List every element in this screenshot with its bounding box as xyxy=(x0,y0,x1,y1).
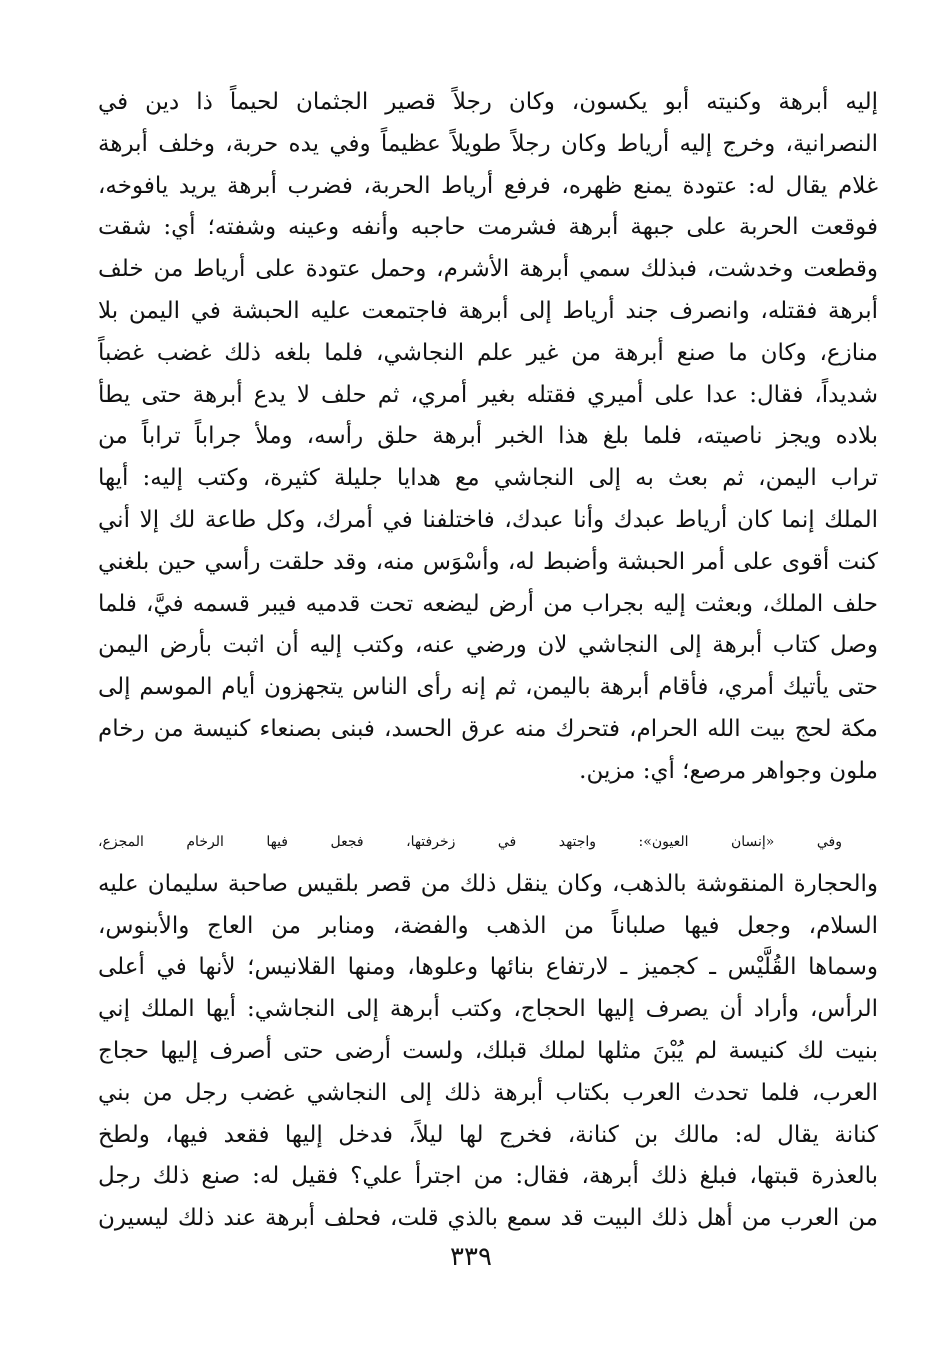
text-line: من العرب من أهل ذلك البيت قد سمع بالذي قلت، فحلف أبرهة عند ذلك ليسيرن xyxy=(98,1205,878,1232)
text-line: بلاده ويجز ناصيته، فلما بلغ هذا الخبر أبرهة حلق رأسه، وملأ جراباً تراباً من xyxy=(98,423,878,450)
paragraph-2 xyxy=(98,822,878,1240)
text-line: وسماها القُلَّيْس ـ كجميز ـ لارتفاع بنائها وعلوها، ومنها القلانيس؛ لأنها في أعلى xyxy=(98,954,878,981)
text-line: النصرانية، وخرج إليه أرياط وكان رجلاً طويلاً عظيماً وفي يده حربة، وخلف أبرهة xyxy=(98,130,878,157)
text-line: وصل كتاب أبرهة إلى النجاشي لان ورضي عنه، وكتب إليه أن اثبت بأرض اليمن xyxy=(98,632,878,659)
text-line: وقطعت وخدشت، فبذلك سمي أبرهة الأشرم، وحمل عتودة على أرياط من خلف xyxy=(98,256,878,283)
text-line: كنانة يقال له: مالك بن كنانة، فخرج لها ليلاً، فدخل إليها فقعد فيها، ولطخ xyxy=(98,1121,878,1148)
text-line: شديداً، فقال: عدا على أميري فقتله بغير أمري، ثم حلف لا يدع أبرهة حتى يطأ xyxy=(98,381,878,408)
paragraph-1 xyxy=(98,82,878,793)
page-number: ٣٣٩ xyxy=(450,1242,492,1272)
text-line: الملك إنما كان أرياط عبدك وأنا عبدك، فاختلفنا في أمرك، وكل طاعة لك إلا أني xyxy=(98,506,878,533)
text-line: تراب اليمن، ثم بعث به إلى النجاشي مع هدايا جليلة كثيرة، وكتب إليه: أيها xyxy=(98,465,878,492)
text-line: الرأس، وأراد أن يصرف إليها الحجاج، وكتب أبرهة إلى النجاشي: أيها الملك إني xyxy=(98,996,878,1023)
text-line: إليه أبرهة وكنيته أبو يكسون، وكان رجلاً قصير الجثمان لحيماً ذا دين في xyxy=(98,89,878,115)
text-line: كنت أقوى على أمر الحبشة وأضبط له، وأسْوَس منه، وقد حلقت رأسي حين بلغني xyxy=(98,548,878,575)
text-line: مكة لحج بيت الله الحرام، فتحرك منه عرق الحسد، فبنى بصنعاء كنيسة من رخام xyxy=(98,715,878,742)
text-line: بالعذرة قبتها، فبلغ ذلك أبرهة، فقال: من اجترأ علي؟ فقيل له: صنع ذلك رجل xyxy=(98,1163,878,1190)
text-line: غلام يقال له: عتودة يمنع ظهره، فرفع أرياط الحربة، فضرب أبرهة يريد يافوخه، xyxy=(98,172,878,199)
text-line: وفي «إنسان العيون»: واجتهد في زخرفتها، فجعل فيها الرخام المجزع، xyxy=(98,834,842,850)
text-line: أبرهة فقتله، وانصرف جند أرياط إلى أبرهة فاجتمعت عليه الحبشة في اليمن بلا xyxy=(98,297,878,324)
text-line: والحجارة المنقوشة بالذهب، وكان ينقل ذلك من قصر بلقيس صاحبة سليمان عليه xyxy=(98,870,878,897)
text-line: ملون وجواهر مرصع؛ أي: مزين. xyxy=(579,757,878,784)
text-line: حلف الملك، وبعثت إليه بجراب من أرض ليضعه تحت قدميه فيبر قسمه فيَّ، فلما xyxy=(98,590,878,617)
text-line: فوقعت الحربة على جبهة أبرهة فشرمت حاجبه وأنفه وعينه وشفته؛ أي: شقت xyxy=(98,214,878,241)
text-line: بنيت لك كنيسة لم يُبْنَ مثلها لملك قبلك، ولست أرضى حتى أصرف إليها حجاج xyxy=(98,1037,878,1064)
text-line: منازع، وكان ما صنع أبرهة من غير علم النجاشي، فلما بلغه ذلك غضب غضباً xyxy=(98,339,878,366)
text-line: حتى يأتيك أمري، فأقام أبرهة باليمن، ثم إنه رأى الناس يتجهزون أيام الموسم إلى xyxy=(98,674,878,701)
text-line: العرب، فلما تحدث العرب بكتاب أبرهة ذلك إلى النجاشي غضب رجل من بني xyxy=(98,1079,878,1106)
text-line: السلام، وجعل فيها صلباناً من الذهب والفضة، ومنابر من العاج والأبنوس، xyxy=(98,912,878,939)
